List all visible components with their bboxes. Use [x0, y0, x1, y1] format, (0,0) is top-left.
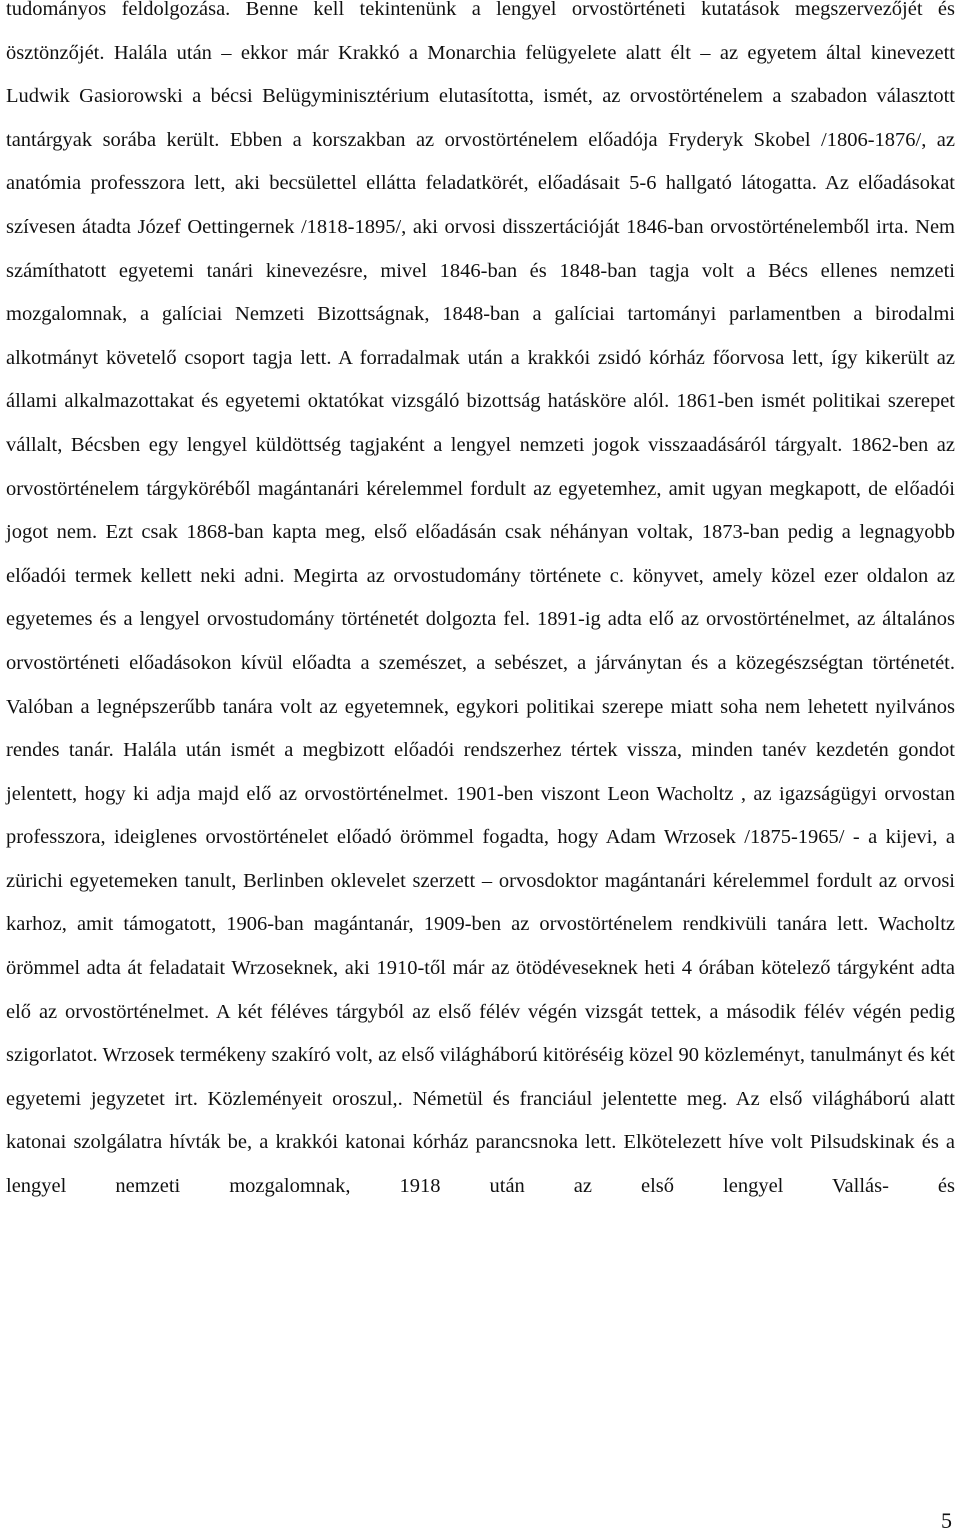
page-number: 5	[941, 1508, 952, 1533]
body-paragraph: tudományos feldolgozása. Benne kell tekintenünk a lengyel orvostörténeti kutatások megszervezőjét és ösztönzőjét. Halála után – ekkor már Krakkó a Monarchia felügyelete alatt élt – az egyetem által kinevezett Ludwik Gasiorowski a bécsi Belügyminisztérium elutasította, ismét, az orvostörténelem a szabadon választott tantárgyak sorába került. Ebben a korszakban az orvostörténelem előadója Fryderyk Skobel /1806-1876/, az anatómia professzora lett, aki becsülettel ellátta feladatkörét, előadásait 5-6 hallgató látogatta. Az előadásokat szívesen átadta Józef Oettingernek /1818-1895/, aki orvosi disszertációját 1846-ban orvostörténelemből irta. Nem számíthatott egyetemi tanári kinevezésre, mivel 1846-ban és 1848-ban tagja volt a Bécs ellenes nemzeti mozgalomnak, a galíciai Nemzeti Bizottságnak, 1848-ban a galíciai tartományi parlamentben a birodalmi alkotmányt követelő csoport tagja lett. A forradalmak után a krakkói zsidó kórház főorvosa lett, így kikerült az állami alkalmazottakat és egyetemi oktatókat vizsgáló bizottság hatásköre alól. 1861-ben ismét politikai szerepet vállalt, Bécsben egy lengyel küldöttség tagjaként a lengyel nemzeti jogok visszaadásáról tárgyalt. 1862-ben az orvostörténelem tárgyköréből magántanári kérelemmel fordult az egyetemhez, amit ugyan megkapott, de előadói jogot nem. Ezt csak 1868-ban kapta meg, első előadásán csak néhányan voltak, 1873-ban pedig a legnagyobb előadói termek kellett neki adni. Megirta az orvostudomány története c. könyvet, amely közel ezer oldalon az egyetemes és a lengyel orvostudomány történetét dolgozta fel. 1891-ig adta elő az orvostörténelmet, az általános orvostörténeti előadásokon kívül előadta a szemészet, a sebészet, a járványtan és a közegészségtan történetét. Valóban a legnépszerűbb tanára volt az egyetemnek, egykori politikai szerepe miatt soha nem lehetett nyilvános rendes tanár. Halála után ismét a megbizott előadói rendszerhez tértek vissza, minden tanév kezdetén gondot jelentett, hogy ki adja majd elő az orvostörténelmet. 1901-ben viszont Leon Wacholtz , az igazságügyi orvostan professzora, ideiglenes orvostörténelet előadó örömmel fogadta, hogy Adam Wrzosek /1875-1965/ - a kijevi, a zürichi egyetemeken tanult, Berlinben oklevelet szerzett – orvosdoktor magántanári kérelemmel fordult az orvosi karhoz, amit támogatott, 1906-ban magántanár, 1909-ben az orvostörténelem rendkivüli tanára lett. Wacholtz örömmel adta át feladatait Wrzoseknek, aki 1910-től már az ötödéveseknek heti 4 órában kötelező tárgyként adta elő az orvostörténelmet. A két féléves tárgyból az első félév végén vizsgát tettek, a második félév végén pedig szigorlatot. Wrzosek termékeny szakíró volt, az első világháború kitöréséig közel 90 közleményt, tanulmányt és két egyetemi jegyzetet irt. Közleményeit oroszul,. Németül és franciául jelentette meg. Az első világháború alatt katonai szolgálatra hívták be, a krakkói katonai kórház parancsnoka lett. Elkötelezett híve volt Pilsudskinak és a lengyel nemzeti mozgalomnak, 1918 után az első lengyel Vallás- és	[6, 0, 955, 1198]
